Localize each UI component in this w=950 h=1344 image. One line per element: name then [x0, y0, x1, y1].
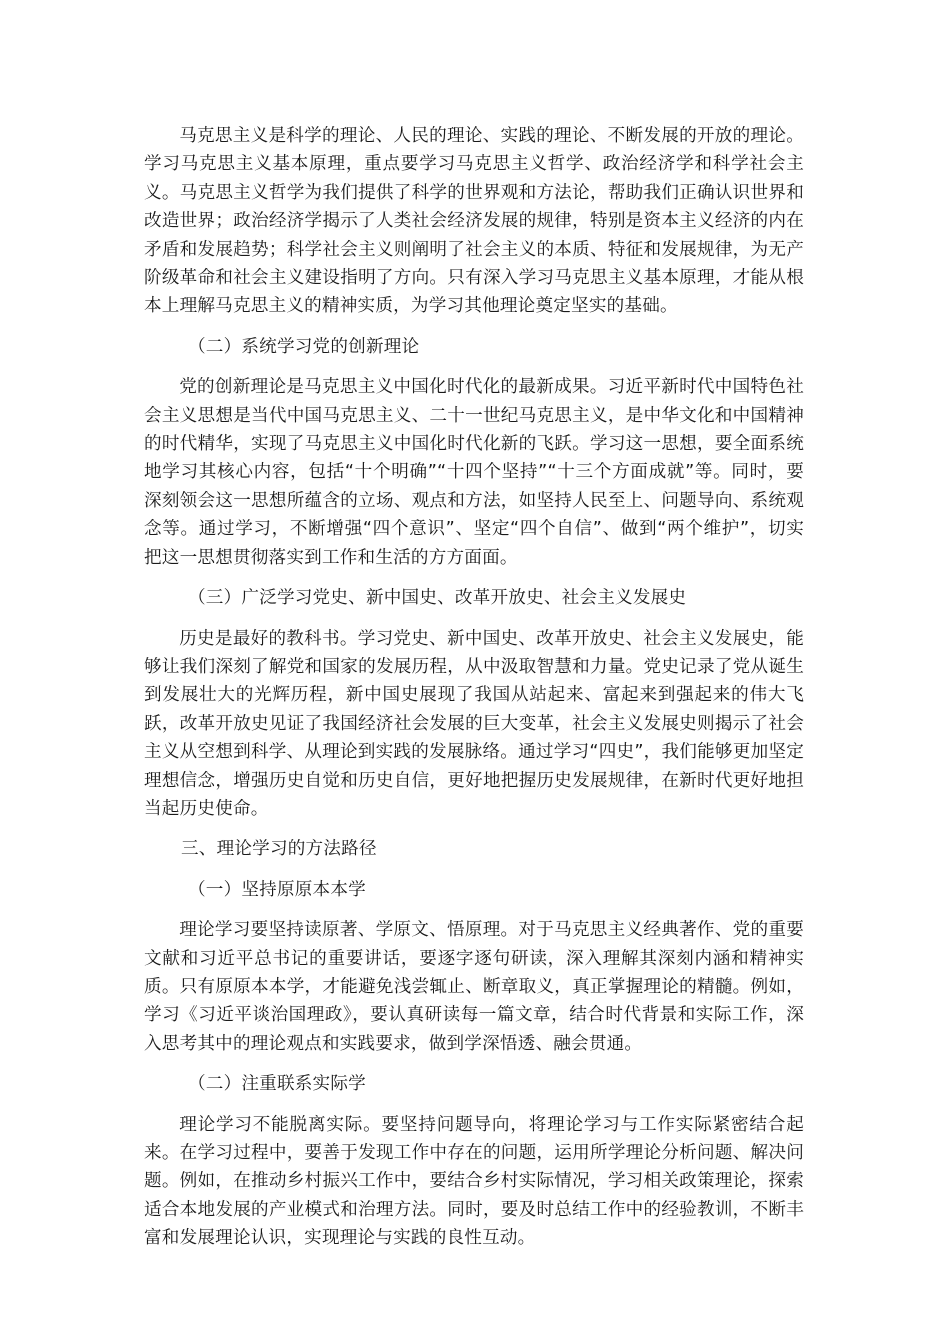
paragraph-practice-study: 理论学习不能脱离实际。要坚持问题导向，将理论学习与工作实际紧密结合起来。在学习过程中，要善于发现工作中存在的问题，运用所学理论分析问题、解决问题。例如，在推动乡村振兴工作中，要结合乡村实际情况，学习相关政策理论，探索适合本地发展的产业模式和治理方法。同时，要及时总结工作中的经验教训，不断丰富和发展理论认识，实现理论与实践的良性互动。: [144, 1114, 804, 1249]
subheading-innovation-theory: （二）系统学习党的创新理论: [188, 336, 420, 357]
paragraph-four-histories: 历史是最好的教科书。学习党史、新中国史、改革开放史、社会主义发展史，能够让我们深刻了解党和国家的发展历程，从中汲取智慧和力量。党史记录了党从诞生到发展壮大的光辉历程，新中国史展现了我国从站起来、富起来到强起来的伟大飞跃，改革开放史见证了我国经济社会发展的巨大变革，社会主义发展史则揭示了社会主义从空想到科学、从理论到实践的发展脉络。通过学习“四史”，我们能够更加坚定理想信念，增强历史自觉和历史自信，更好地把握历史发展规律，在新时代更好地担当起历史使命。: [144, 628, 804, 819]
section-heading-methods: 三、理论学习的方法路径: [181, 839, 377, 860]
subheading-practice-study: （二）注重联系实际学: [188, 1074, 366, 1095]
paragraph-innovation-theory: 党的创新理论是马克思主义中国化时代化的最新成果。习近平新时代中国特色社会主义思想是当代中国马克思主义、二十一世纪马克思主义，是中华文化和中国精神的时代精华，实现了马克思主义中国化时代化新的飞跃。学习这一思想，要全面系统地学习其核心内容，包括“十个明确”“十四个坚持”“十三个方面成就”等。同时，要深刻领会这一思想所蕴含的立场、观点和方法，如坚持人民至上、问题导向、系统观念等。通过学习，不断增强“四个意识”、坚定“四个自信”、做到“两个维护”，切实把这一思想贯彻落实到工作和生活的方方面面。: [144, 377, 804, 568]
subheading-original-study: （一）坚持原原本本学: [188, 879, 366, 900]
paragraph-original-study: 理论学习要坚持读原著、学原文、悟原理。对于马克思主义经典著作、党的重要文献和习近平总书记的重要讲话，要逐字逐句研读，深入理解其深刻内涵和精神实质。只有原原本本学，才能避免浅尝辄止、断章取义，真正掌握理论的精髓。例如，学习《习近平谈治国理政》，要认真研读每一篇文章，结合时代背景和实际工作，深入思考其中的理论观点和实践要求，做到学深悟透、融会贯通。: [144, 920, 804, 1054]
document-page: [144, 122, 804, 1265]
subheading-four-histories: （三）广泛学习党史、新中国史、改革开放史、社会主义发展史: [188, 588, 687, 609]
paragraph-marxism-principles: 马克思主义是科学的理论、人民的理论、实践的理论、不断发展的开放的理论。学习马克思主义基本原理，重点要学习马克思主义哲学、政治经济学和科学社会主义。马克思主义哲学为我们提供了科学的世界观和方法论，帮助我们正确认识世界和改造世界；政治经济学揭示了人类社会经济发展的规律，特别是资本主义经济的内在矛盾和发展趋势；科学社会主义则阐明了社会主义的本质、特征和发展规律，为无产阶级革命和社会主义建设指明了方向。只有深入学习马克思主义基本原理，才能从根本上理解马克思主义的精神实质，为学习其他理论奠定坚实的基础。: [144, 126, 804, 317]
